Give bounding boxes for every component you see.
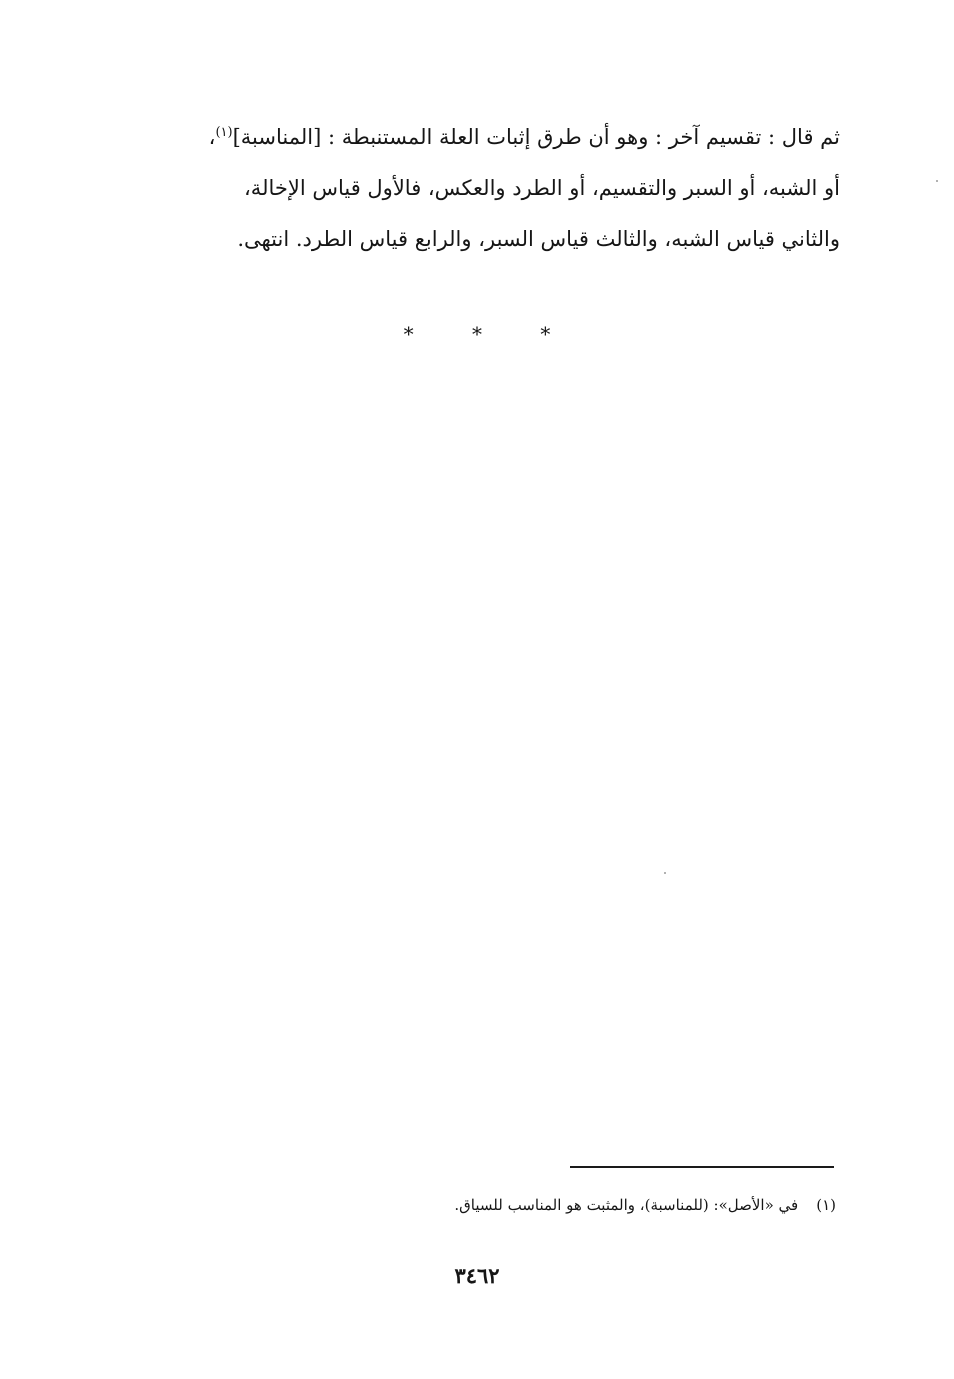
scan-speck [936, 180, 938, 182]
footnote-text: في «الأصل»: (للمناسبة)، والمثبت هو المناسب للسياق. [454, 1196, 799, 1214]
text-line-1-body: ثم قال : تقسيم آخر : وهو أن طرق إثبات العلة المستنبطة : [المناسبة] [232, 125, 840, 149]
footnote-reference: (١) [215, 125, 233, 140]
text-line-2: أو الشبه، أو السبر والتقسيم، أو الطرد والعكس، فالأول قياس الإخالة، [244, 176, 840, 200]
footnote-divider [570, 1166, 834, 1168]
footnote-number: (١) [816, 1196, 836, 1214]
section-separator: * * * [403, 322, 577, 346]
text-line-1-tail: ، [208, 125, 216, 149]
scan-speck [664, 872, 666, 874]
footnote [300, 1192, 836, 1218]
main-text [150, 112, 840, 265]
text-line-3: والثاني قياس الشبه، والثالث قياس السبر، والرابع قياس الطرد. انتهى. [237, 227, 840, 251]
text-line-1 [150, 112, 840, 163]
page-number: ٣٤٦٢ [454, 1263, 500, 1288]
